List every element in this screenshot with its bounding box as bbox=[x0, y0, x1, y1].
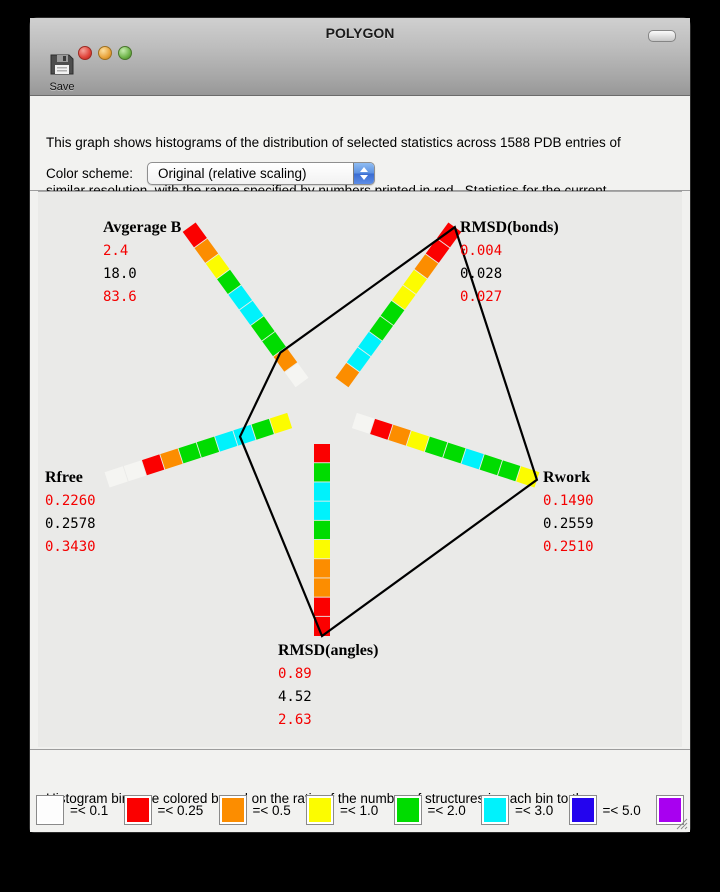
minimize-button-icon[interactable] bbox=[98, 46, 112, 60]
color-scheme-dropdown[interactable] bbox=[147, 162, 375, 185]
axis-current-value: 18.0 bbox=[103, 266, 137, 282]
color-scheme-selected-value: Original (relative scaling) bbox=[158, 166, 307, 181]
legend-label: =< 0.25 bbox=[157, 802, 204, 818]
histogram-bin bbox=[352, 413, 374, 434]
axis-label-rfree bbox=[45, 469, 96, 559]
histogram-bin bbox=[314, 521, 330, 539]
axis-min-value: 0.1490 bbox=[543, 493, 594, 509]
legend-swatch-blue bbox=[569, 795, 597, 825]
axis-name: Rfree bbox=[45, 469, 83, 486]
axis-min-value: 0.89 bbox=[278, 666, 312, 682]
histogram-bin bbox=[252, 419, 274, 440]
close-button-icon[interactable] bbox=[78, 46, 92, 60]
legend-item-cyan bbox=[481, 795, 553, 825]
histogram-bin bbox=[124, 460, 146, 481]
save-button[interactable] bbox=[44, 53, 80, 91]
axis-label-rwork bbox=[543, 469, 594, 559]
zoom-button-icon[interactable] bbox=[118, 46, 132, 60]
axis-label-rmsd-angles- bbox=[278, 642, 378, 732]
axis-current-value: 0.2559 bbox=[543, 516, 594, 532]
axis-max-value: 0.3430 bbox=[45, 539, 96, 555]
histogram-bin bbox=[314, 444, 330, 462]
histogram-bin bbox=[142, 454, 164, 475]
axis-max-value: 83.6 bbox=[103, 289, 137, 305]
axis-current-value: 0.028 bbox=[460, 266, 503, 282]
polygon-window bbox=[30, 18, 690, 857]
histogram-bin bbox=[314, 482, 330, 500]
legend-swatch-cyan bbox=[481, 795, 509, 825]
description-line: This graph shows histograms of the distribution of selected statistics across 1588 PDB entries of bbox=[46, 135, 621, 150]
legend-swatch-orange bbox=[219, 795, 247, 825]
histogram-bin bbox=[461, 448, 483, 469]
axis-label-avgerage-b bbox=[103, 219, 181, 309]
legend-item-yellow bbox=[306, 795, 378, 825]
histogram-bin bbox=[407, 431, 429, 452]
histogram-bin bbox=[314, 578, 330, 596]
resize-grip[interactable] bbox=[674, 816, 688, 830]
histogram-bin bbox=[388, 425, 410, 446]
axis-bar-rwork bbox=[352, 413, 540, 488]
histogram-bin bbox=[197, 437, 219, 458]
histogram-bin bbox=[443, 443, 465, 464]
legend-item-white bbox=[36, 795, 108, 825]
axis-label-rmsd-bonds- bbox=[460, 219, 559, 309]
legend-swatch-white bbox=[36, 795, 64, 825]
save-button-label: Save bbox=[49, 81, 75, 93]
histogram-bin bbox=[314, 598, 330, 616]
axis-bar-rmsd-bonds- bbox=[336, 222, 462, 387]
description-panel bbox=[30, 96, 690, 191]
legend-text-line: average number per bin: bbox=[46, 842, 194, 857]
legend-item-red bbox=[124, 795, 204, 825]
histogram-bin bbox=[425, 437, 447, 458]
axis-min-value: 2.4 bbox=[103, 243, 129, 259]
axis-bar-rmsd-angles- bbox=[314, 444, 330, 636]
toolbar-toggle-pill-button[interactable] bbox=[648, 30, 676, 42]
legend-row bbox=[36, 794, 684, 826]
legend-text-line: Histogram colored on the the number structures each bin to bbox=[46, 791, 569, 806]
axis-name: Avgerage B bbox=[103, 219, 182, 236]
axis-name: Rwork bbox=[543, 469, 591, 486]
histogram-bin bbox=[314, 559, 330, 577]
legend-label: =< 3.0 bbox=[515, 802, 554, 818]
axis-current-value: 4.52 bbox=[278, 689, 312, 705]
histogram-bin bbox=[314, 540, 330, 558]
plot-panel bbox=[38, 191, 682, 747]
color-scheme-label: Color scheme: bbox=[46, 166, 134, 181]
save-floppy-icon bbox=[50, 53, 74, 75]
legend-swatch-red bbox=[124, 795, 152, 825]
axis-max-value: 0.027 bbox=[460, 289, 503, 305]
histogram-bin bbox=[480, 454, 502, 475]
histogram-bin bbox=[160, 448, 182, 469]
axis-min-value: 0.2260 bbox=[45, 493, 96, 509]
legend-label: =< 0.1 bbox=[70, 802, 109, 818]
histogram-bin bbox=[314, 502, 330, 520]
histogram-bin bbox=[270, 413, 292, 434]
legend-label: =< 5.0 bbox=[602, 802, 641, 818]
legend-panel bbox=[30, 749, 690, 857]
titlebar[interactable] bbox=[30, 18, 690, 48]
legend-item-green bbox=[394, 795, 466, 825]
legend-swatch-green bbox=[394, 795, 422, 825]
axis-max-value: 0.2510 bbox=[543, 539, 594, 555]
window-header bbox=[30, 18, 690, 96]
legend-label: =< 0.5 bbox=[252, 802, 291, 818]
axis-name: RMSD(bonds) bbox=[460, 219, 559, 236]
legend-item-blue bbox=[569, 795, 641, 825]
window-title: POLYGON bbox=[325, 25, 395, 41]
legend-label: =< 1.0 bbox=[340, 802, 379, 818]
histogram-bin bbox=[498, 460, 520, 481]
histogram-bin bbox=[105, 466, 128, 487]
histogram-bin bbox=[178, 443, 200, 464]
axis-bar-rfree bbox=[105, 413, 293, 488]
legend-item-orange bbox=[219, 795, 291, 825]
axis-current-value: 0.2578 bbox=[45, 516, 96, 532]
axis-max-value: 2.63 bbox=[278, 712, 312, 728]
histogram-bin bbox=[314, 463, 330, 481]
dropdown-stepper-icon bbox=[353, 163, 374, 184]
axis-min-value: 0.004 bbox=[460, 243, 503, 259]
legend-swatch-yellow bbox=[306, 795, 334, 825]
axis-bar-avgerage-b bbox=[183, 222, 309, 387]
axis-name: RMSD(angles) bbox=[278, 642, 379, 659]
legend-label: =< 2.0 bbox=[427, 802, 466, 818]
histogram-bin bbox=[215, 431, 237, 452]
histogram-bin bbox=[370, 419, 392, 440]
